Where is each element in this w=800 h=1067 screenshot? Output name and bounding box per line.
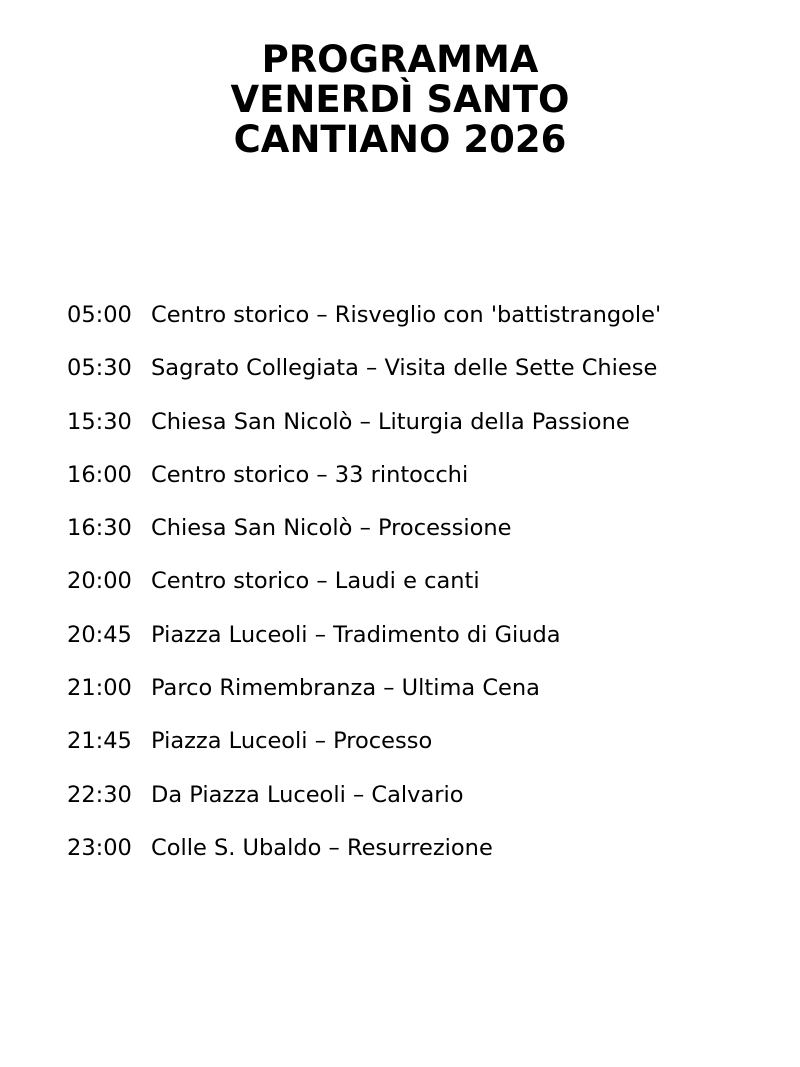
list-item — [67, 293, 787, 346]
event-description: Chiesa San Nicolò – Liturgia della Passione — [151, 408, 630, 435]
event-description: Parco Rimembranza – Ultima Cena — [151, 675, 540, 702]
event-time: 21:00 — [67, 675, 132, 702]
list-item — [67, 719, 787, 772]
title-line-1: PROGRAMMA — [261, 38, 539, 81]
event-description: Piazza Luceoli – Processo — [151, 728, 433, 755]
event-time: 05:00 — [67, 302, 132, 328]
list-item — [67, 559, 787, 612]
event-time: 05:30 — [67, 355, 132, 382]
event-description: Piazza Luceoli – Tradimento di Giuda — [151, 621, 561, 648]
event-description: Centro storico – 33 rintocchi — [151, 461, 469, 488]
schedule-list — [67, 293, 787, 879]
event-time: 15:30 — [67, 408, 132, 435]
list-item — [67, 453, 787, 506]
event-description: Centro storico – Risveglio con 'battistrangole' — [151, 302, 662, 328]
event-time: 16:30 — [67, 515, 132, 542]
list-item — [67, 773, 787, 826]
event-description: Colle S. Ubaldo – Resurrezione — [151, 834, 493, 861]
event-description: Da Piazza Luceoli – Calvario — [151, 781, 464, 808]
list-item — [67, 666, 787, 719]
event-time: 16:00 — [67, 461, 132, 488]
event-time: 21:45 — [67, 728, 132, 755]
list-item — [67, 613, 787, 666]
page-title — [0, 40, 800, 160]
event-time: 23:00 — [67, 834, 132, 861]
title-line-2: VENERDÌ SANTO — [230, 78, 570, 121]
list-item — [67, 506, 787, 559]
list-item — [67, 826, 787, 879]
event-description: Sagrato Collegiata – Visita delle Sette Chiese — [151, 355, 658, 382]
title-line-3: CANTIANO 2026 — [233, 118, 567, 161]
event-description: Chiesa San Nicolò – Processione — [151, 515, 512, 542]
event-description: Centro storico – Laudi e canti — [151, 568, 480, 595]
event-time: 20:00 — [67, 568, 132, 595]
list-item — [67, 346, 787, 399]
event-time: 22:30 — [67, 781, 132, 808]
list-item — [67, 400, 787, 453]
event-time: 20:45 — [67, 621, 132, 648]
